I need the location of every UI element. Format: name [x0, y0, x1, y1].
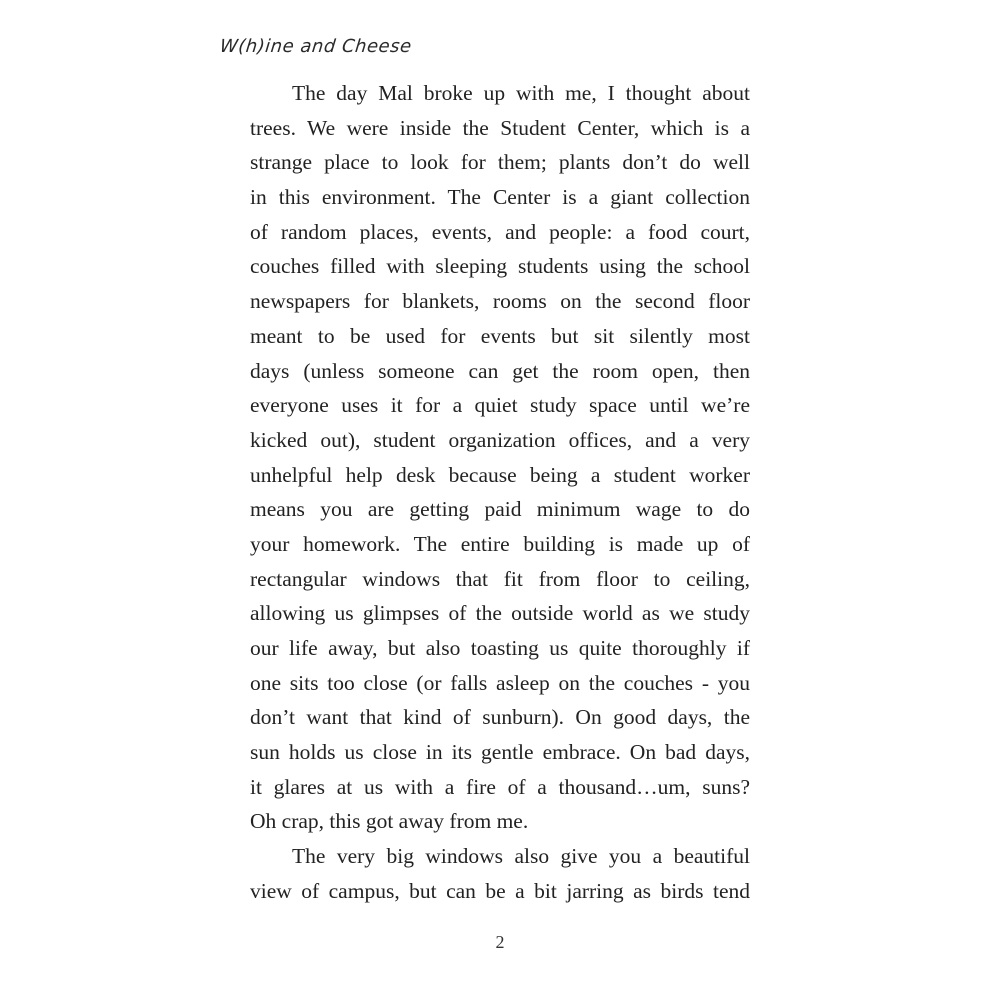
text-line: meant to be used for events but sit silently most — [250, 323, 750, 348]
text-line: of random places, events, and people: a food court, — [250, 219, 750, 244]
text-line: trees. We were inside the Student Center, which is a — [250, 115, 750, 140]
text-line: strange place to look for them; plants don’t do well — [250, 150, 750, 175]
paragraph-1 — [250, 76, 750, 839]
text-line: one sits too close (or falls asleep on the couches - you — [250, 670, 750, 695]
text-line: The day Mal broke up with me, I thought about — [292, 81, 750, 105]
text-line: couches filled with sleeping students using the school — [250, 254, 750, 279]
text-line: everyone uses it for a quiet study space until we’re — [250, 393, 750, 418]
running-head-title: W(h)ine and Cheese — [218, 36, 413, 57]
text-line: don’t want that kind of sunburn). On good days, the — [250, 705, 750, 730]
text-line: it glares at us with a fire of a thousand…um, suns? — [250, 774, 750, 799]
page-number: 2 — [495, 932, 505, 952]
text-line: newspapers for blankets, rooms on the second floor — [250, 289, 750, 314]
text-line: sun holds us close in its gentle embrace. On bad days, — [250, 740, 750, 765]
text-line: means you are getting paid minimum wage to do — [250, 497, 750, 522]
body-text — [250, 76, 750, 909]
text-line: your homework. The entire building is made up of — [250, 531, 750, 556]
text-line: The very big windows also give you a beautiful — [292, 844, 750, 869]
text-line: unhelpful help desk because being a student worker — [250, 462, 750, 487]
text-line: rectangular windows that fit from floor to ceiling, — [250, 566, 750, 591]
text-line: view of campus, but can be a bit jarring as birds tend — [250, 878, 750, 903]
text-line: kicked out), student organization offices, and a very — [250, 427, 750, 452]
text-line: Oh crap, this got away from me. — [250, 809, 529, 834]
paragraph-2 — [250, 839, 750, 908]
text-line: days (unless someone can get the room open, then — [250, 358, 750, 383]
text-line: allowing us glimpses of the outside world as we study — [250, 601, 750, 626]
text-line: our life away, but also toasting us quite thoroughly if — [250, 636, 750, 660]
text-line: in this environment. The Center is a giant collection — [250, 185, 750, 210]
